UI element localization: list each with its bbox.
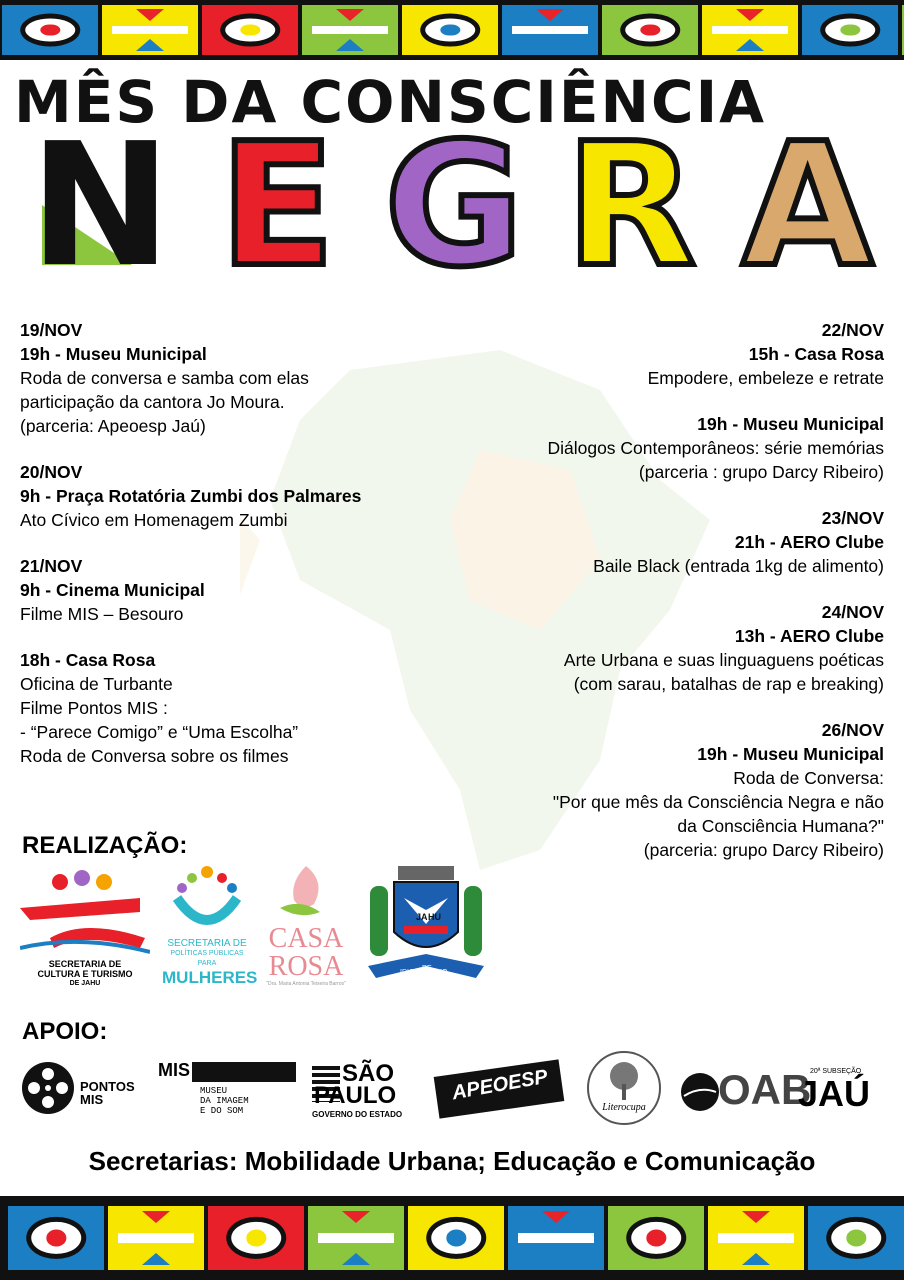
pattern-eye [626, 1217, 686, 1259]
pattern-bar-shape [136, 39, 164, 51]
title-letter-e: E [219, 107, 336, 305]
pattern-eye-tile [808, 1206, 904, 1270]
event-desc-line: Roda de Conversa: [733, 768, 884, 788]
event-20-nov [20, 460, 480, 532]
event-date: 20/NOV [20, 462, 83, 482]
right-events-column [444, 318, 884, 884]
logo-caption: APEOESP [450, 1065, 550, 1105]
event-desc-line: Oficina de Turbante [20, 674, 173, 694]
event-date: 22/NOV [821, 320, 884, 340]
pattern-eye-tile [602, 5, 698, 55]
pattern-eye-tile [802, 5, 898, 55]
tree-icon [586, 1050, 662, 1126]
pattern-eye-tile [202, 5, 298, 55]
pattern-eye-tile [402, 5, 498, 55]
pattern-bar-shape [742, 1253, 770, 1265]
event-time-place: 21h - AERO Clube [734, 532, 884, 552]
pattern-bar-shape [312, 26, 389, 34]
pattern-eye [826, 1217, 886, 1259]
pattern-bar-shape [136, 9, 164, 21]
mulheres-icon [162, 862, 252, 934]
cultura-turismo-icon [20, 868, 150, 954]
secretarias-footer-text: Secretarias: Mobilidade Urbana; Educação e Comunicação [88, 1146, 816, 1176]
pattern-eye-center [46, 1230, 66, 1247]
event-desc-line: Roda de conversa e samba com elas [20, 368, 309, 388]
pattern-eye-center [646, 1230, 666, 1247]
event-21-nov-cinema [20, 554, 480, 626]
logo-caption: JAÚ [798, 1073, 871, 1114]
pattern-eye [620, 14, 680, 47]
event-desc-line: (parceria: Apeoesp Jaú) [20, 416, 206, 436]
logo-secretaria-mulheres [162, 862, 258, 988]
pattern-bar-tile [102, 5, 198, 55]
pattern-eye-center [640, 24, 660, 36]
event-desc-line: Diálogos Contemporâneos: série memórias [547, 438, 884, 458]
pattern-eye-center [440, 24, 460, 36]
event-desc-line: Filme MIS – Besouro [20, 604, 184, 624]
logo-caption: PAULO [314, 1082, 397, 1109]
pattern-eye-center [846, 1230, 866, 1247]
logo-caption: OAB [718, 1066, 812, 1113]
pattern-bar-shape [736, 39, 764, 51]
logo-caption: DE JAHU [69, 980, 101, 987]
pattern-eye [20, 14, 80, 47]
event-26-nov [444, 718, 884, 862]
event-desc-line: (parceria : grupo Darcy Ribeiro) [638, 462, 884, 482]
event-22-nov-museu [444, 412, 884, 484]
event-22-nov-casa-rosa [444, 318, 884, 390]
event-date: 19/NOV [20, 320, 83, 340]
event-desc-line: - “Parece Comigo” e “Uma Escolha” [20, 722, 299, 742]
pattern-eye-center [246, 1230, 266, 1247]
pattern-bar-shape [342, 1211, 370, 1223]
logo-caption: IO [440, 969, 448, 976]
event-date: 23/NOV [821, 508, 884, 528]
event-desc-line: (com sarau, batalhas de rap e breaking) [573, 674, 884, 694]
pattern-eye-tile [8, 1206, 104, 1270]
rose-icon [260, 862, 352, 920]
pattern-bar-shape [112, 26, 189, 34]
event-desc-line: (parceria: grupo Darcy Ribeiro) [643, 840, 884, 860]
logo-apeoesp [432, 1060, 568, 1118]
logo-caption: SECRETARIA DE [167, 938, 247, 949]
pattern-bar-shape [542, 1211, 570, 1223]
event-desc-line: Ato Cívico em Homenagem Zumbi [20, 510, 288, 530]
pattern-bar-shape [142, 1211, 170, 1223]
logo-caption: MUSEU [200, 1086, 228, 1096]
logo-sao-paulo [312, 1062, 416, 1122]
pattern-bar-shape [536, 39, 564, 51]
apoio-logos [20, 1046, 888, 1126]
event-21-nov-casa-rosa [20, 648, 480, 768]
pattern-eye [420, 14, 480, 47]
oab-globe-icon [680, 1072, 720, 1112]
logo-caption: MIS [80, 1092, 104, 1107]
logo-caption: JA [416, 912, 428, 922]
coat-of-arms-icon [364, 862, 488, 988]
logo-casa-rosa [260, 862, 352, 988]
title-letter-r: R [565, 107, 697, 305]
apoio-heading: APOIO: [22, 1018, 108, 1045]
pattern-eye [26, 1217, 86, 1259]
logo-caption: DA IMAGEM [200, 1096, 249, 1106]
event-23-nov [444, 506, 884, 578]
logo-caption: E DO SOM [200, 1106, 244, 1116]
event-date: 26/NOV [821, 720, 884, 740]
logo-caption: CULTURA E TURISMO [37, 969, 133, 979]
pattern-bar-tile [702, 5, 798, 55]
logo-caption: SECRETARIA DE [48, 959, 122, 969]
logo-caption: Literocupa [602, 1102, 646, 1113]
title-letter-n: N [29, 107, 172, 305]
pattern-eye-tile [208, 1206, 304, 1270]
logo-caption: GOVERNO DO ESTADO [312, 1110, 403, 1119]
mis-black-bar [192, 1062, 296, 1082]
logo-caption: PONTOS [80, 1079, 135, 1094]
logo-literocupa [586, 1050, 664, 1128]
event-desc-line: Roda de Conversa sobre os filmes [20, 746, 289, 766]
event-time-place: 9h - Praça Rotatória Zumbi dos Palmares [20, 486, 362, 506]
pattern-bar-shape [336, 9, 364, 21]
pattern-eye [226, 1217, 286, 1259]
pattern-eye-center [840, 24, 860, 36]
logo-brasao-jau [364, 862, 488, 988]
event-time-place: 19h - Museu Municipal [20, 344, 207, 364]
event-time-place: 18h - Casa Rosa [20, 650, 156, 670]
logo-caption: IDICA [400, 969, 419, 976]
event-time-place: 9h - Cinema Municipal [20, 580, 205, 600]
event-desc-line: participação da cantora Jo Moura. [20, 392, 285, 412]
pattern-bar-shape [118, 1233, 195, 1243]
title-line-2 [12, 107, 896, 305]
event-24-nov [444, 600, 884, 696]
event-desc-line: Arte Urbana e suas linguaguens poéticas [563, 650, 884, 670]
pattern-bar-shape [518, 1233, 595, 1243]
pattern-bar-shape [712, 26, 789, 34]
event-time-place: 13h - AERO Clube [734, 626, 884, 646]
pattern-bar-shape [318, 1233, 395, 1243]
pattern-bar-tile [108, 1206, 204, 1270]
pattern-bar-tile [708, 1206, 804, 1270]
logo-mis [158, 1060, 298, 1120]
event-time-place: 19h - Museu Municipal [697, 744, 884, 764]
realizacao-logos [20, 862, 500, 990]
pattern-eye-center [446, 1230, 466, 1247]
pattern-bar-shape [342, 1253, 370, 1265]
event-desc-line: "Por que mês da Consciência Negra e não [552, 792, 884, 812]
pattern-eye [820, 14, 880, 47]
logo-oab-jau [680, 1064, 888, 1120]
event-time-place: 15h - Casa Rosa [748, 344, 884, 364]
pattern-eye-center [40, 24, 60, 36]
event-desc-line: da Consciência Humana?" [677, 816, 884, 836]
event-time-place: 19h - Museu Municipal [697, 414, 884, 434]
event-date: 24/NOV [821, 602, 884, 622]
logo-caption: POLÍTICAS PÚBLICAS PARA [170, 950, 244, 967]
pattern-bar-tile [308, 1206, 404, 1270]
pattern-eye-center [240, 24, 260, 36]
left-events-column [20, 318, 480, 790]
pattern-bar-shape [142, 1253, 170, 1265]
pattern-bar-shape [542, 1253, 570, 1265]
event-date: 21/NOV [20, 556, 83, 576]
pattern-eye-tile [408, 1206, 504, 1270]
logo-caption: HU [428, 912, 441, 922]
top-pattern-band [0, 0, 904, 60]
event-desc-line: Filme Pontos MIS : [20, 698, 168, 718]
pattern-eye [426, 1217, 486, 1259]
realizacao-heading: REALIZAÇÃO: [22, 832, 188, 859]
bottom-pattern-band [0, 1196, 904, 1280]
pattern-bar-tile [302, 5, 398, 55]
title-letter-a: A [741, 107, 874, 305]
pattern-eye-tile [2, 5, 98, 55]
pattern-eye [220, 14, 280, 47]
logo-caption: "Dra. Maria Antonia Teixeira Barros" [266, 981, 346, 987]
film-reel-icon [20, 1060, 76, 1116]
event-desc-line: Empodere, embeleze e retrate [647, 368, 884, 388]
pattern-bar-shape [736, 9, 764, 21]
pattern-bar-tile [508, 1206, 604, 1270]
pattern-bar-shape [536, 9, 564, 21]
pattern-bar-shape [718, 1233, 795, 1243]
logo-caption: ROSA [268, 951, 344, 982]
pattern-bar-shape [512, 26, 589, 34]
logo-secretaria-cultura-turismo [20, 868, 150, 988]
logo-pontos-mis [20, 1060, 144, 1116]
pattern-bar-tile [502, 5, 598, 55]
title-line-1: MÊS DA CONSCIÊNCIA [14, 68, 767, 136]
logo-caption: RE [422, 965, 432, 972]
logo-caption: SÃO [342, 1060, 395, 1087]
pattern-bar-shape [742, 1211, 770, 1223]
logo-caption: CASA [268, 923, 344, 954]
logo-caption: 20ª SUBSEÇÃO [810, 1068, 862, 1075]
logo-caption: MULHERES [162, 968, 258, 987]
logo-caption: MIS [158, 1060, 191, 1080]
pattern-bar-shape [336, 39, 364, 51]
event-19-nov [20, 318, 480, 438]
event-desc-line: Baile Black (entrada 1kg de alimento) [593, 556, 884, 576]
title-letter-g: G [384, 107, 524, 305]
pattern-eye-tile [608, 1206, 704, 1270]
